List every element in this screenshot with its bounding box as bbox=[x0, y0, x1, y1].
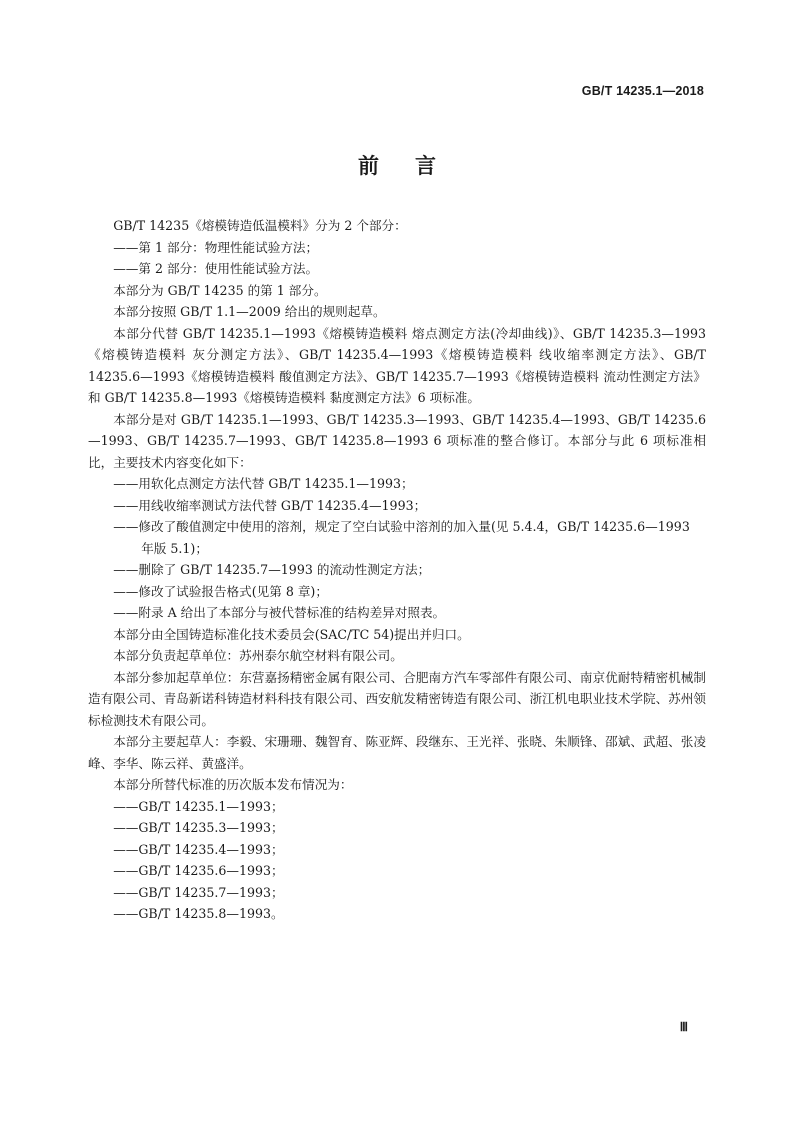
paragraph: 本部分主要起草人：李毅、宋珊珊、魏智育、陈亚辉、段继东、王光祥、张晓、朱顺锋、邵斌、武超、张凌峰、李华、陈云祥、黄盛洋。 bbox=[88, 734, 706, 771]
list-item: ——GB/T 14235.4—1993； bbox=[113, 841, 284, 857]
preface-body bbox=[88, 215, 706, 925]
list-item: ——修改了酸值测定中使用的溶剂，规定了空白试验中溶剂的加入量(见 5.4.4，GB/T 14235.6—1993 年版 5.1)； bbox=[113, 519, 690, 556]
standard-code: GB/T 14235.1—2018 bbox=[581, 84, 704, 98]
paragraph: 本部分是对 GB/T 14235.1—1993、GB/T 14235.3—1993、GB/T 14235.4—1993、GB/T 14235.6—1993、GB/T 14235.7—1993、GB/T 14235.8—1993 6 项标准的整合修订。本部分与此 6 项标准相比，主要技术内容变化如下： bbox=[88, 411, 706, 470]
paragraph: 本部分代替 GB/T 14235.1—1993《熔模铸造模料 熔点测定方法(冷却曲线)》、GB/T 14235.3—1993《熔模铸造模料 灰分测定方法》、GB/T 14235.4—1993《熔模铸造模料 线收缩率测定方法》、GB/T 14235.6—1993《熔模铸造模料 酸值测定方法》、GB/T 14235.7—1993《熔模铸造模料 流动性测定方法》和 GB/T 14235.8—1993《熔模铸造模料 黏度测定方法》6 项标准。 bbox=[88, 325, 706, 405]
list-item: ——用线收缩率测试方法代替 GB/T 14235.4—1993； bbox=[113, 497, 427, 513]
paragraph: GB/T 14235《熔模铸造低温模料》分为 2 个部分： bbox=[113, 218, 407, 233]
list-item: ——GB/T 14235.7—1993； bbox=[113, 884, 284, 900]
paragraph: 本部分按照 GB/T 1.1—2009 给出的规则起草。 bbox=[113, 304, 386, 319]
list-item: ——GB/T 14235.1—1993； bbox=[113, 798, 284, 814]
list-item: ——第 1 部分：物理性能试验方法； bbox=[113, 239, 319, 255]
paragraph: 本部分为 GB/T 14235 的第 1 部分。 bbox=[113, 282, 327, 298]
list-item: ——附录 A 给出了本部分与被代替标准的结构差异对照表。 bbox=[113, 605, 446, 620]
paragraph: 本部分负责起草单位：苏州泰尔航空材料有限公司。 bbox=[113, 648, 403, 663]
paragraph: 本部分所替代标准的历次版本发布情况为： bbox=[113, 777, 353, 792]
paragraph: 本部分参加起草单位：东营嘉扬精密金属有限公司、合肥南方汽车零部件有限公司、南京优耐特精密机械制造有限公司、青岛新诺科铸造材料科技有限公司、西安航发精密铸造有限公司、浙江机电职业技术学院、苏州领标检测技术有限公司。 bbox=[88, 669, 706, 728]
list-item: ——用软化点测定方法代替 GB/T 14235.1—1993； bbox=[113, 476, 414, 491]
list-item: ——GB/T 14235.8—1993。 bbox=[113, 906, 284, 921]
paragraph: 本部分由全国铸造标准化技术委员会(SAC/TC 54)提出并归口。 bbox=[113, 626, 470, 642]
list-item: ——修改了试验报告格式(见第 8 章)； bbox=[113, 583, 328, 599]
list-item: ——GB/T 14235.3—1993； bbox=[113, 820, 284, 835]
list-item: ——删除了 GB/T 14235.7—1993 的流动性测定方法； bbox=[113, 562, 431, 577]
page-title: 前言 bbox=[358, 154, 472, 178]
page-number: Ⅲ bbox=[679, 1020, 688, 1034]
list-item: ——GB/T 14235.6—1993； bbox=[113, 863, 284, 878]
list-item: ——第 2 部分：使用性能试验方法。 bbox=[113, 261, 319, 276]
